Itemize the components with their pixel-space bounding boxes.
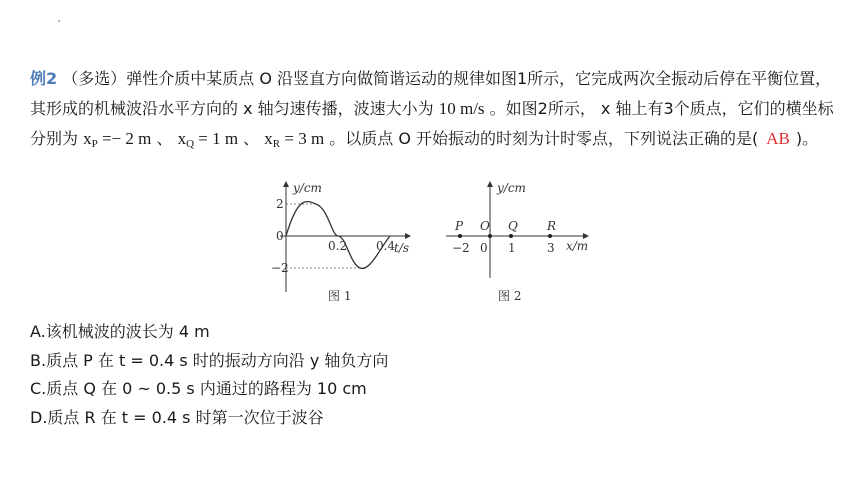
figure-1-caption: 图 1 (328, 289, 352, 303)
tick-1: 1 (508, 241, 516, 255)
sine-curve (286, 202, 390, 269)
point-q (509, 234, 513, 238)
xp-expression: $x_P =- 2$ m (83, 129, 152, 150)
option-b: B.质点 P 在 t = 0.4 s 时的振动方向沿 y 轴负方向 (30, 350, 389, 370)
option-c: C.质点 Q 在 0 ~ 0.5 s 内通过的路程为 10 cm (30, 379, 367, 398)
example-label: 例2 (30, 69, 58, 88)
answer-text: AB (766, 129, 790, 148)
xq-expression: $x_Q = 1$ m (177, 129, 239, 150)
separator: 、 (238, 129, 265, 148)
figure-1-graph (270, 178, 420, 310)
question-paragraph (30, 64, 836, 154)
y-axis-label: y/cm (293, 181, 322, 195)
figure-2-caption: 图 2 (498, 289, 522, 303)
options-list (30, 318, 388, 432)
tick-neg2: −2 (452, 241, 470, 255)
label-p: P (455, 219, 464, 233)
point-r (548, 234, 552, 238)
option-a: A.该机械波的波长为 4 m (30, 322, 210, 341)
wave-speed: 10 m/s (438, 99, 485, 118)
question-text-4: )。 (795, 129, 819, 148)
x-axis-label: x/m (566, 239, 589, 253)
tick-3: 3 (547, 241, 555, 255)
figure-2-graph (440, 178, 600, 310)
label-r: R (547, 219, 557, 233)
corner-dot (58, 20, 60, 22)
question-text-3: 。以质点 O 开始振动的时刻为计时零点，下列说法正确的是( (324, 129, 759, 148)
question-text-1: （多选）弹性介质中某质点 O 沿竖直方向做简谐运动的规律如图1所示，它完成两次全振动后停在平衡位置，其形成的机械波沿水平方向的 x 轴匀速传播，波速大小为 (30, 69, 832, 118)
point-o (488, 234, 492, 238)
t-axis-label: t/s (394, 241, 410, 255)
tick-2: 2 (276, 197, 284, 211)
option-d: D.质点 R 在 t = 0.4 s 时第一次位于波谷 (30, 407, 324, 427)
xr-expression: $x_R = 3$ m (264, 129, 325, 150)
label-q: Q (508, 219, 518, 233)
separator: 、 (151, 129, 178, 148)
tick-0-4: 0.4 (376, 239, 396, 253)
figure-2 (440, 178, 600, 310)
tick-0-2: 0.2 (328, 239, 348, 253)
tick-neg2: −2 (271, 261, 289, 275)
tick-0: 0 (480, 241, 488, 255)
tick-0: 0 (276, 229, 284, 243)
y-axis-label: y/cm (497, 181, 526, 195)
figure-1 (270, 178, 420, 310)
point-p (458, 234, 462, 238)
label-o: O (480, 219, 490, 233)
question-text-2: 。如图2所示， x 轴上有3个质点，它们的横坐标分别为 (30, 99, 834, 148)
